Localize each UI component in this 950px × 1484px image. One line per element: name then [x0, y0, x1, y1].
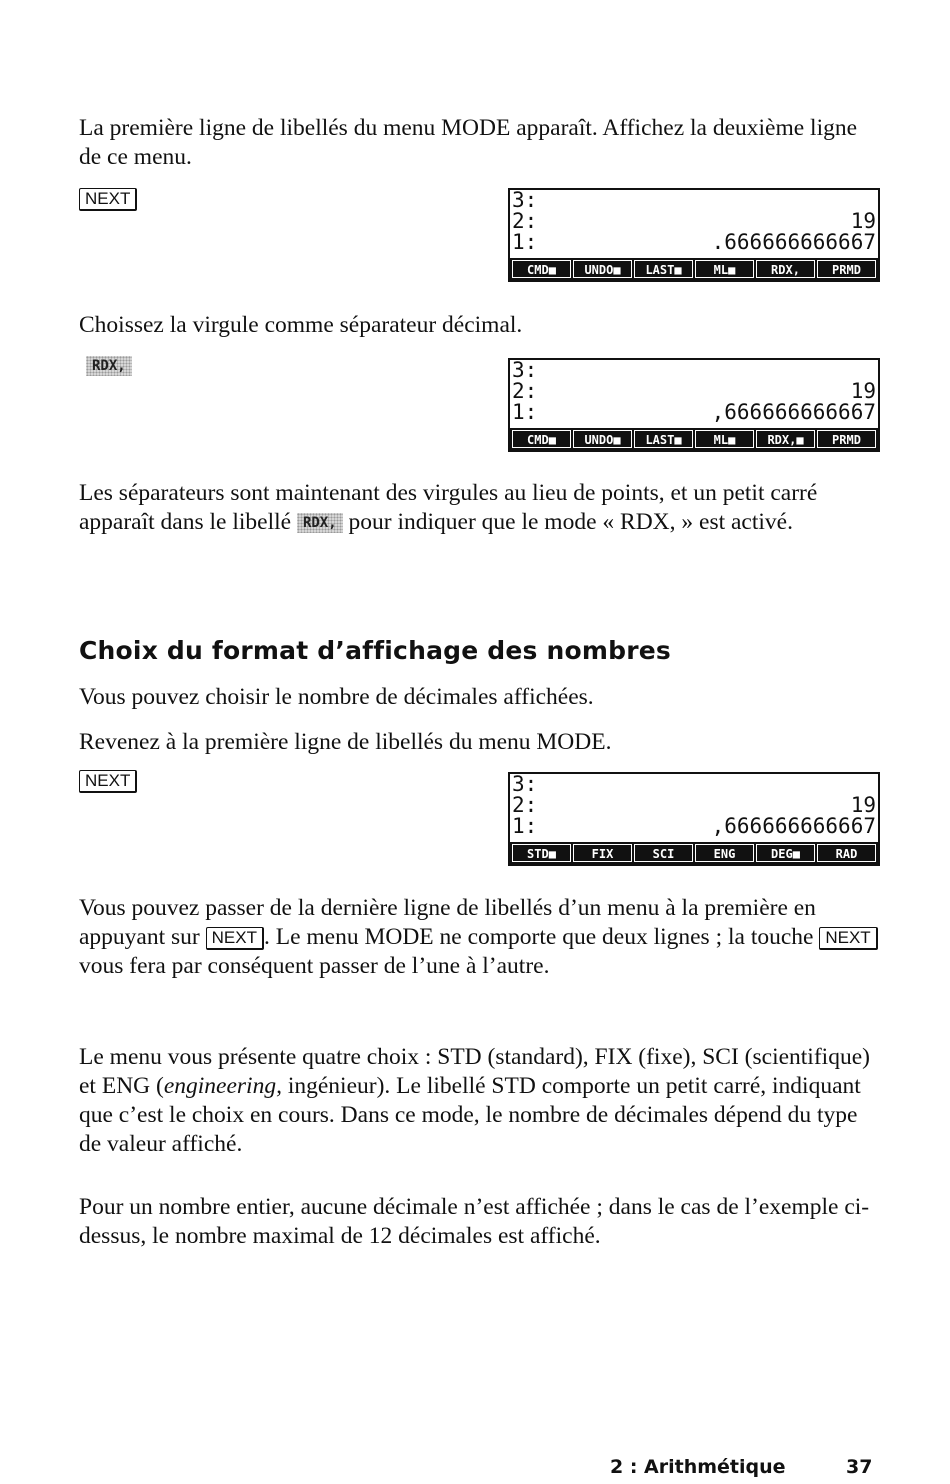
footer-chapter: 2 : Arithmétique	[610, 1456, 786, 1478]
menu-label: RDX,■	[756, 430, 815, 448]
stack-level: 1:	[512, 814, 538, 838]
next-key: NEXT	[79, 770, 137, 793]
stack-row	[510, 795, 878, 816]
menu-label: UNDO■	[573, 430, 632, 448]
stack-value: 19	[850, 793, 876, 817]
stack-level: 2:	[512, 379, 538, 403]
text-run: pour indiquer que le mode « RDX, » est activé.	[348, 509, 793, 535]
navigation-paragraph	[79, 894, 879, 981]
menu-label: DEG■	[756, 844, 815, 862]
stack-level: 2:	[512, 209, 538, 233]
stack-row	[510, 232, 878, 253]
next-key-inline: NEXT	[206, 927, 264, 950]
menu-label: LAST■	[634, 260, 693, 278]
menu-label: PRMD	[817, 260, 876, 278]
explanation-paragraph	[79, 479, 879, 537]
stack-level: 2:	[512, 793, 538, 817]
choices-paragraph	[79, 1043, 879, 1159]
stack-level: 3:	[512, 358, 538, 382]
stack-row	[510, 381, 878, 402]
stack-level: 3:	[512, 188, 538, 212]
menu-bar	[510, 428, 878, 450]
stack-row	[510, 402, 878, 423]
menu-label: ENG	[695, 844, 754, 862]
paragraph: Revenez à la première ligne de libellés du menu MODE.	[79, 729, 612, 755]
italic-term: engineering,	[163, 1073, 282, 1099]
menu-label: STD■	[512, 844, 571, 862]
stack-level: 1:	[512, 400, 538, 424]
text-run: . Le menu MODE ne comporte que deux lignes ; la touche	[263, 924, 814, 950]
rdx-softkey-inline: RDX,	[297, 513, 343, 533]
stack-level: 1:	[512, 230, 538, 254]
menu-label: LAST■	[634, 430, 693, 448]
stack-value: .666666666667	[711, 230, 876, 254]
page-number: 37	[846, 1456, 873, 1478]
stack-level: 3:	[512, 772, 538, 796]
stack-value: ,666666666667	[711, 814, 876, 838]
rdx-softkey: RDX,	[86, 356, 132, 376]
integer-paragraph: Pour un nombre entier, aucune décimale n’est affichée ; dans le cas de l’exemple ci-dessus, le nombre maximal de 12 décimales est affiché.	[79, 1194, 870, 1249]
calculator-screen-3	[508, 772, 880, 866]
text-run: ingénieur). Le libellé STD comporte un petit carré, indiquant que c’est le choix en cours. Dans ce mode, le nombre de décimales dépend du type de valeur affiché.	[79, 1073, 861, 1157]
calculator-screen-2	[508, 358, 880, 452]
instruction-paragraph: Choissez la virgule comme séparateur décimal.	[79, 312, 523, 338]
menu-label: RDX,	[756, 260, 815, 278]
menu-bar	[510, 842, 878, 864]
paragraph: Vous pouvez choisir le nombre de décimales affichées.	[79, 684, 594, 710]
stack-value: 19	[850, 209, 876, 233]
menu-label: CMD■	[512, 430, 571, 448]
menu-label: CMD■	[512, 260, 571, 278]
menu-label: FIX	[573, 844, 632, 862]
menu-label: UNDO■	[573, 260, 632, 278]
text-run: Vous pouvez passer de la dernière ligne de libellés d’un menu à la première en appuyant sur	[79, 895, 816, 950]
menu-label: RAD	[817, 844, 876, 862]
stack-row	[510, 774, 878, 795]
next-key-inline: NEXT	[819, 927, 877, 950]
menu-bar	[510, 258, 878, 280]
stack-row	[510, 816, 878, 837]
menu-label: ML■	[695, 260, 754, 278]
stack-row	[510, 360, 878, 381]
stack-value: 19	[850, 379, 876, 403]
menu-label: PRMD	[817, 430, 876, 448]
text-run: Le menu vous présente quatre choix : STD (standard), FIX (fixe), SCI (scientifique) et ENG (	[79, 1044, 870, 1099]
menu-label: ML■	[695, 430, 754, 448]
text-run: Les séparateurs sont maintenant des virgules au lieu de points, et un petit carré apparaît dans le libellé	[79, 480, 818, 535]
menu-label: SCI	[634, 844, 693, 862]
stack-row	[510, 190, 878, 211]
calculator-screen-1	[508, 188, 880, 282]
section-heading: Choix du format d’affichage des nombres	[79, 636, 672, 665]
stack-value: ,666666666667	[711, 400, 876, 424]
text-run: vous fera par conséquent passer de l’une à l’autre.	[79, 953, 550, 979]
stack-row	[510, 211, 878, 232]
intro-paragraph: La première ligne de libellés du menu MODE apparaît. Affichez la deuxième ligne de ce menu.	[79, 115, 858, 170]
next-key: NEXT	[79, 188, 137, 211]
